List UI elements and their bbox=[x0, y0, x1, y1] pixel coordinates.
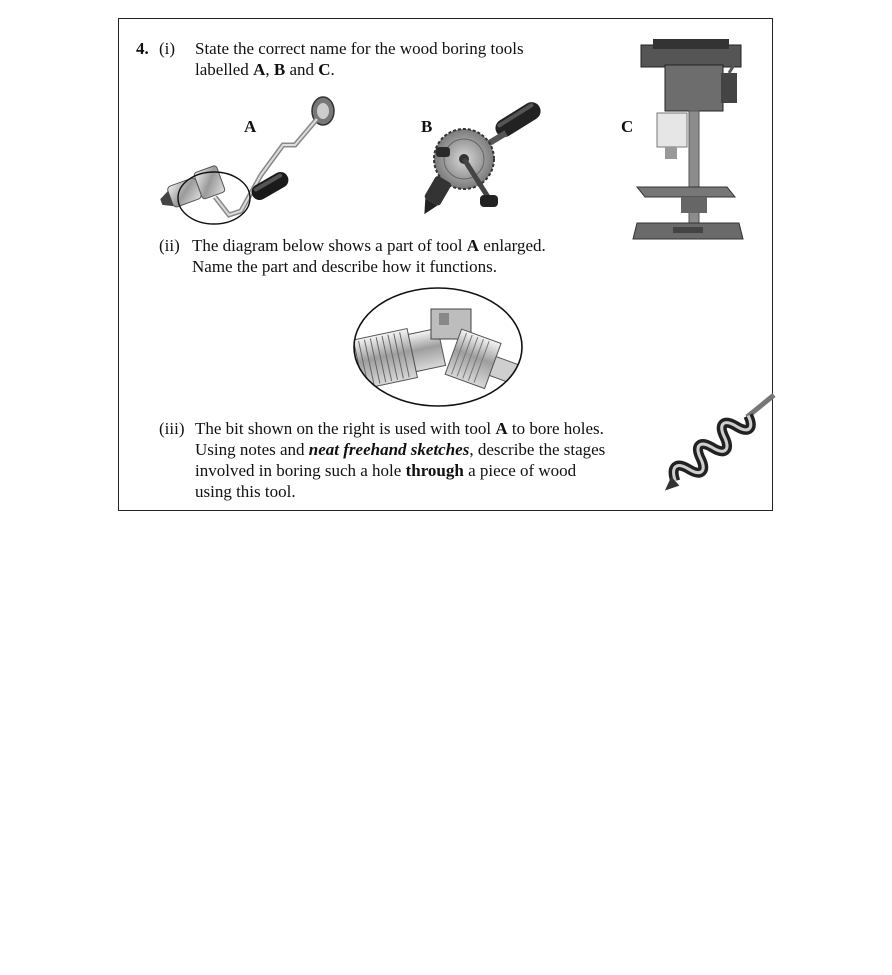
pillar-drill-tool-image bbox=[631, 37, 749, 247]
question-number: 4. bbox=[136, 39, 149, 58]
part-iii-marker: (iii) bbox=[159, 419, 185, 438]
part-ii-line2: Name the part and describe how it functions. bbox=[192, 257, 497, 276]
question-frame bbox=[118, 18, 773, 511]
auger-bit-image bbox=[647, 387, 774, 505]
part-i-line1: State the correct name for the wood boring tools bbox=[195, 39, 524, 58]
label-b: B bbox=[421, 117, 433, 136]
part-iii-line4: using this tool. bbox=[195, 482, 296, 501]
part-iii-line2: Using notes and neat freehand sketches, describe the stages bbox=[195, 440, 606, 459]
part-iii-line3: involved in boring such a hole through a piece of wood bbox=[195, 461, 577, 480]
part-i-line2: labelled A, B and C. bbox=[195, 60, 335, 79]
brace-tool-image bbox=[157, 89, 357, 224]
label-c: C bbox=[621, 117, 634, 136]
chuck-enlarged-image bbox=[353, 287, 525, 409]
hand-drill-tool-image bbox=[406, 97, 556, 222]
part-ii-marker: (ii) bbox=[159, 236, 180, 255]
part-ii-line1: The diagram below shows a part of tool A enlarged. bbox=[192, 236, 546, 255]
part-i-marker: (i) bbox=[159, 39, 176, 58]
part-iii-line1: The bit shown on the right is used with tool A to bore holes. bbox=[195, 419, 604, 438]
label-a: A bbox=[244, 117, 257, 136]
